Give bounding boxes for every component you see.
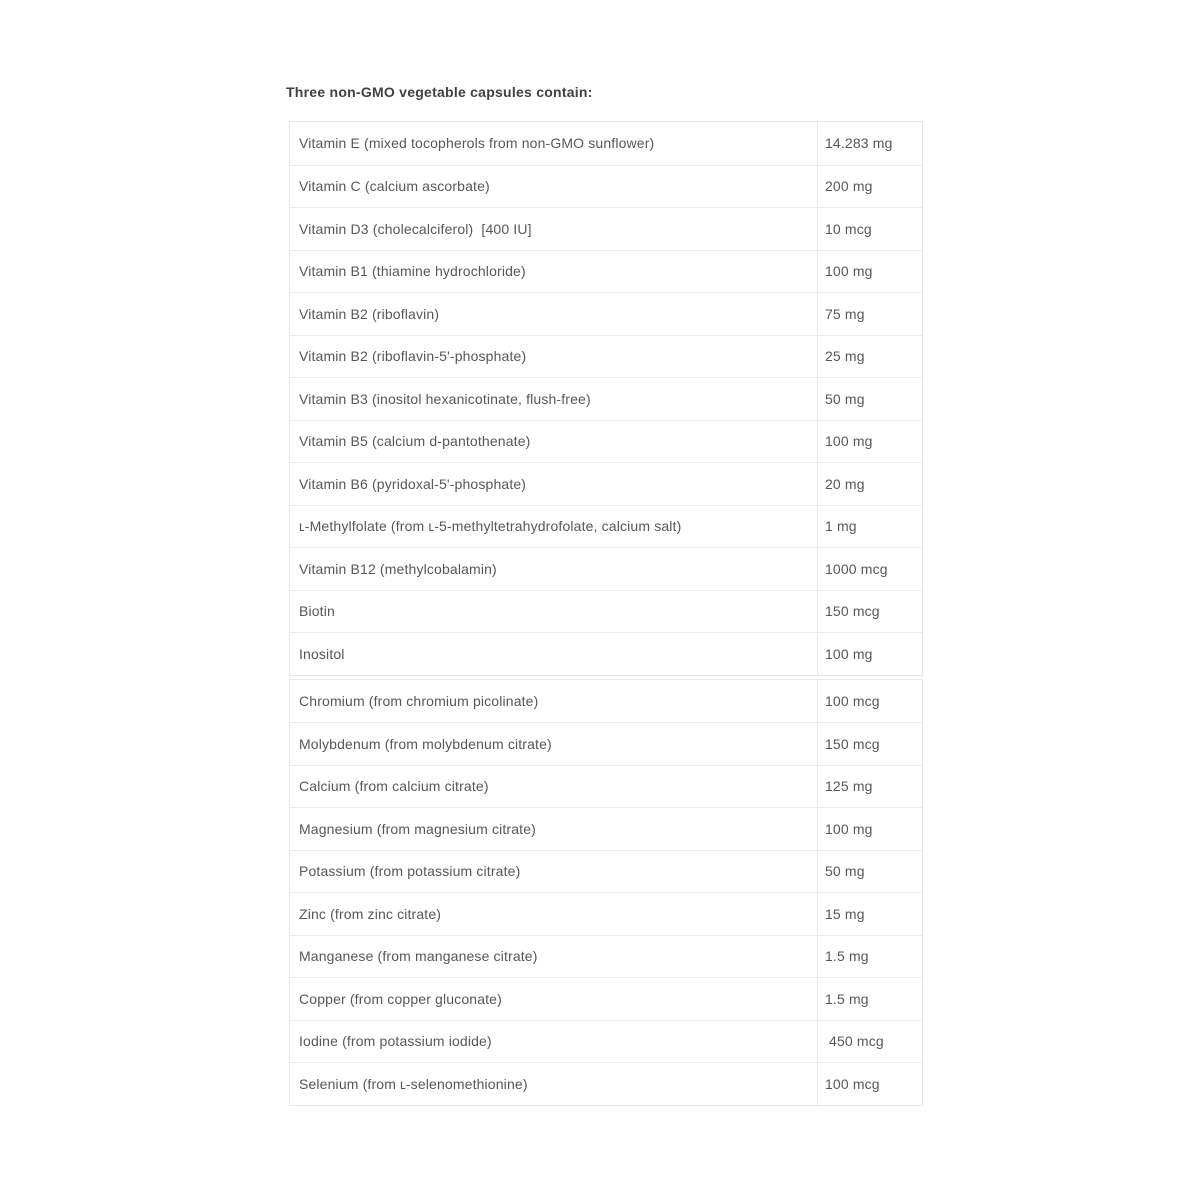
table-row [290, 335, 922, 378]
table-row [290, 207, 922, 250]
ingredient-cell: Vitamin B12 (methylcobalamin) [290, 548, 818, 590]
amount-cell: 75 mg [825, 305, 865, 322]
amount-cell: 150 mcg [825, 735, 880, 752]
ingredient-cell: ʟ-Methylfolate (from ʟ-5-methyltetrahydrofolate, calcium salt) [290, 506, 818, 548]
ingredient-cell: Biotin [290, 591, 818, 633]
table-row [290, 420, 922, 463]
table-row [290, 977, 922, 1020]
table-row [290, 632, 922, 675]
amount-cell: 100 mcg [825, 1075, 880, 1092]
amount-cell: 100 mg [825, 820, 873, 837]
amount-cell: 15 mg [825, 905, 865, 922]
ingredient-cell: Chromium (from chromium picolinate) [290, 680, 818, 723]
amount-cell: 20 mg [825, 475, 865, 492]
ingredient-cell: Selenium (from ʟ-selenomethionine) [290, 1063, 818, 1105]
ingredient-cell: Zinc (from zinc citrate) [290, 893, 818, 935]
ingredient-cell: Vitamin E (mixed tocopherols from non-GMO sunflower) [290, 122, 818, 165]
table-row [290, 722, 922, 765]
table-row [290, 547, 922, 590]
amount-cell: 100 mg [825, 645, 873, 662]
amount-cell: 50 mg [825, 863, 865, 880]
ingredient-cell: Potassium (from potassium citrate) [290, 851, 818, 893]
amount-cell: 100 mg [825, 433, 873, 450]
amount-cell: 150 mcg [825, 603, 880, 620]
table-row [290, 165, 922, 208]
amount-cell: 100 mcg [825, 692, 880, 709]
amount-cell: 1000 mcg [825, 560, 888, 577]
ingredient-cell: Vitamin B2 (riboflavin) [290, 293, 818, 335]
supplement-table-minerals [289, 679, 923, 1106]
table-row [290, 1020, 922, 1063]
ingredient-cell: Vitamin C (calcium ascorbate) [290, 166, 818, 208]
table-row [290, 892, 922, 935]
amount-cell: 100 mg [825, 263, 873, 280]
ingredient-cell: Vitamin B3 (inositol hexanicotinate, flush-free) [290, 378, 818, 420]
ingredient-cell: Inositol [290, 633, 818, 675]
ingredient-cell: Vitamin B2 (riboflavin-5'-phosphate) [290, 336, 818, 378]
amount-cell: 1.5 mg [825, 990, 869, 1007]
amount-cell: 25 mg [825, 348, 865, 365]
table-row [290, 680, 922, 723]
amount-cell: 1 mg [825, 518, 857, 535]
supplement-tables [289, 121, 923, 1106]
table-row [290, 505, 922, 548]
table-row [290, 590, 922, 633]
table-row [290, 250, 922, 293]
table-row [290, 377, 922, 420]
amount-cell: 450 mcg [825, 1033, 884, 1050]
ingredient-cell: Manganese (from manganese citrate) [290, 936, 818, 978]
ingredient-cell: Vitamin D3 (cholecalciferol) [400 IU] [290, 208, 818, 250]
table-row [290, 1062, 922, 1105]
amount-cell: 10 mcg [825, 220, 872, 237]
amount-cell: 125 mg [825, 778, 873, 795]
ingredient-cell: Copper (from copper gluconate) [290, 978, 818, 1020]
supplement-facts-heading: Three non-GMO vegetable capsules contain: [286, 84, 593, 100]
ingredient-cell: Vitamin B1 (thiamine hydrochloride) [290, 251, 818, 293]
table-row [290, 850, 922, 893]
table-row [290, 292, 922, 335]
amount-cell: 200 mg [825, 178, 873, 195]
ingredient-cell: Vitamin B6 (pyridoxal-5'-phosphate) [290, 463, 818, 505]
amount-cell: 1.5 mg [825, 948, 869, 965]
ingredient-cell: Magnesium (from magnesium citrate) [290, 808, 818, 850]
ingredient-cell: Molybdenum (from molybdenum citrate) [290, 723, 818, 765]
supplement-table-vitamins [289, 121, 923, 676]
amount-cell: 50 mg [825, 390, 865, 407]
ingredient-cell: Calcium (from calcium citrate) [290, 766, 818, 808]
ingredient-cell: Vitamin B5 (calcium d-pantothenate) [290, 421, 818, 463]
ingredient-cell: Iodine (from potassium iodide) [290, 1021, 818, 1063]
table-row [290, 122, 922, 165]
table-row [290, 807, 922, 850]
amount-cell: 14.283 mg [825, 135, 893, 152]
table-row [290, 462, 922, 505]
table-row [290, 935, 922, 978]
table-row [290, 765, 922, 808]
